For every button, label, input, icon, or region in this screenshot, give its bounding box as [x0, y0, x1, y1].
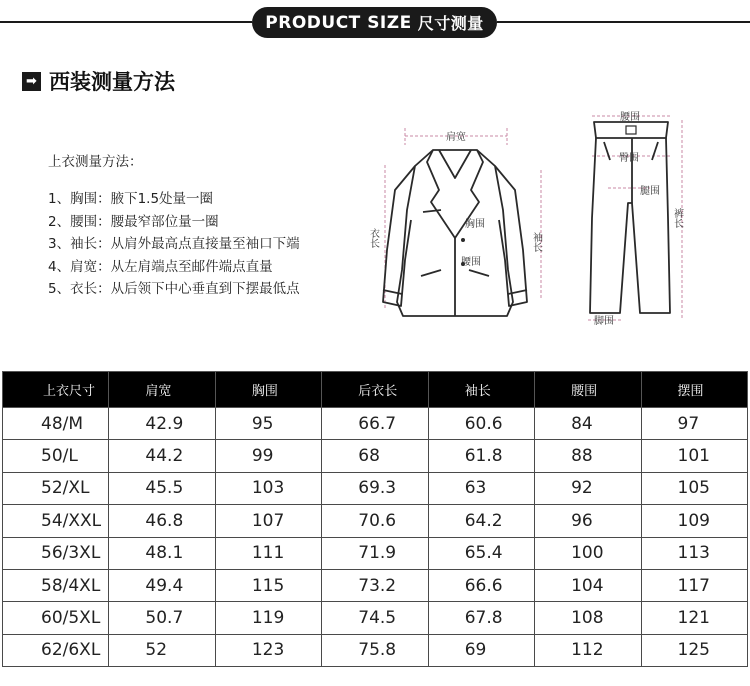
jacket-diagram	[355, 120, 555, 325]
table-cell: 95	[215, 408, 321, 440]
header-banner	[0, 0, 750, 44]
section-title	[22, 66, 175, 96]
table-row	[3, 440, 748, 472]
table-cell: 112	[535, 634, 641, 666]
table-cell: 44.2	[109, 440, 215, 472]
table-cell: 119	[215, 602, 321, 634]
table-cell: 66.7	[322, 408, 428, 440]
table-row	[3, 408, 748, 440]
pants-diagram	[582, 108, 692, 333]
table-row	[3, 569, 748, 601]
table-cell: 54/XXL	[3, 505, 109, 537]
table-cell: 66.6	[428, 569, 534, 601]
table-header-row	[3, 372, 748, 408]
table-cell: 52	[109, 634, 215, 666]
jacket-outline-icon	[383, 150, 527, 316]
measure-instructions	[48, 150, 300, 301]
table-cell: 70.6	[322, 505, 428, 537]
table-cell: 74.5	[322, 602, 428, 634]
table-row	[3, 602, 748, 634]
label-chest: 胸围	[465, 219, 485, 230]
label-length: 衣长	[367, 228, 379, 248]
table-cell: 60.6	[428, 408, 534, 440]
instruction-item: 4、肩宽：从左肩端点至邮件端点直量	[48, 258, 273, 275]
table-cell: 92	[535, 472, 641, 504]
table-cell: 109	[641, 505, 747, 537]
table-cell: 69.3	[322, 472, 428, 504]
banner-title-en: PRODUCT SIZE	[265, 12, 412, 33]
table-header-cell: 后衣长	[322, 372, 428, 408]
table-cell: 62/6XL	[3, 634, 109, 666]
table-header-cell: 肩宽	[109, 372, 215, 408]
section-title-text: 西装测量方法	[49, 70, 175, 94]
table-cell: 65.4	[428, 537, 534, 569]
table-cell: 105	[641, 472, 747, 504]
banner-title-cn: 尺寸测量	[417, 14, 484, 33]
table-cell: 101	[641, 440, 747, 472]
table-header-cell: 腰围	[535, 372, 641, 408]
table-cell: 117	[641, 569, 747, 601]
label-waist: 腰围	[461, 257, 481, 268]
table-cell: 68	[322, 440, 428, 472]
label-length: 裤长	[671, 208, 683, 228]
button-icon	[461, 238, 465, 242]
label-shoulder: 肩宽	[446, 132, 466, 143]
table-cell: 48/M	[3, 408, 109, 440]
instruction-item: 2、腰围：腰最窄部位量一圈	[48, 213, 219, 230]
table-cell: 99	[215, 440, 321, 472]
table-cell: 88	[535, 440, 641, 472]
table-cell: 96	[535, 505, 641, 537]
table-cell: 113	[641, 537, 747, 569]
table-cell: 61.8	[428, 440, 534, 472]
table-cell: 73.2	[322, 569, 428, 601]
label-hip: 臀围	[619, 153, 639, 164]
table-cell: 115	[215, 569, 321, 601]
table-cell: 107	[215, 505, 321, 537]
table-row	[3, 634, 748, 666]
waist-button-icon	[626, 126, 636, 134]
table-cell: 123	[215, 634, 321, 666]
banner-line-right	[497, 21, 750, 23]
pants-outline-icon	[590, 122, 670, 313]
table-cell: 60/5XL	[3, 602, 109, 634]
table-cell: 104	[535, 569, 641, 601]
table-cell: 50/L	[3, 440, 109, 472]
table-cell: 50.7	[109, 602, 215, 634]
label-thigh: 腿围	[640, 186, 660, 197]
table-header-cell: 摆围	[641, 372, 747, 408]
table-cell: 125	[641, 634, 747, 666]
table-cell: 71.9	[322, 537, 428, 569]
table-cell: 46.8	[109, 505, 215, 537]
label-waist: 腰围	[620, 112, 640, 123]
instruction-item: 3、袖长：从肩外最高点直接量至袖口下端	[48, 236, 300, 252]
size-table	[2, 371, 748, 667]
instruction-item: 1、胸围：腋下1.5处量一圈	[48, 191, 214, 207]
table-cell: 67.8	[428, 602, 534, 634]
table-row	[3, 537, 748, 569]
table-cell: 45.5	[109, 472, 215, 504]
label-hem: 脚围	[594, 316, 614, 327]
table-cell: 56/3XL	[3, 537, 109, 569]
table-cell: 111	[215, 537, 321, 569]
table-cell: 69	[428, 634, 534, 666]
instruction-item: 5、衣长：从后领下中心垂直到下摆最低点	[48, 281, 300, 297]
table-header-cell: 胸围	[215, 372, 321, 408]
table-header-cell: 袖长	[428, 372, 534, 408]
banner-title	[252, 7, 497, 38]
table-cell: 75.8	[322, 634, 428, 666]
table-cell: 121	[641, 602, 747, 634]
table-cell: 49.4	[109, 569, 215, 601]
table-cell: 64.2	[428, 505, 534, 537]
table-row	[3, 505, 748, 537]
table-cell: 48.1	[109, 537, 215, 569]
table-cell: 97	[641, 408, 747, 440]
table-cell: 52/XL	[3, 472, 109, 504]
banner-line-left	[0, 21, 252, 23]
table-cell: 103	[215, 472, 321, 504]
table-row	[3, 472, 748, 504]
table-header-cell: 上衣尺寸	[3, 372, 109, 408]
table-cell: 100	[535, 537, 641, 569]
label-sleeve: 袖长	[530, 232, 542, 252]
instructions-heading: 上衣测量方法：	[48, 154, 143, 170]
table-cell: 42.9	[109, 408, 215, 440]
table-cell: 63	[428, 472, 534, 504]
table-cell: 58/4XL	[3, 569, 109, 601]
measure-lines	[385, 128, 541, 310]
table-cell: 108	[535, 602, 641, 634]
table-cell: 84	[535, 408, 641, 440]
arrow-right-icon: ➡	[22, 72, 41, 91]
